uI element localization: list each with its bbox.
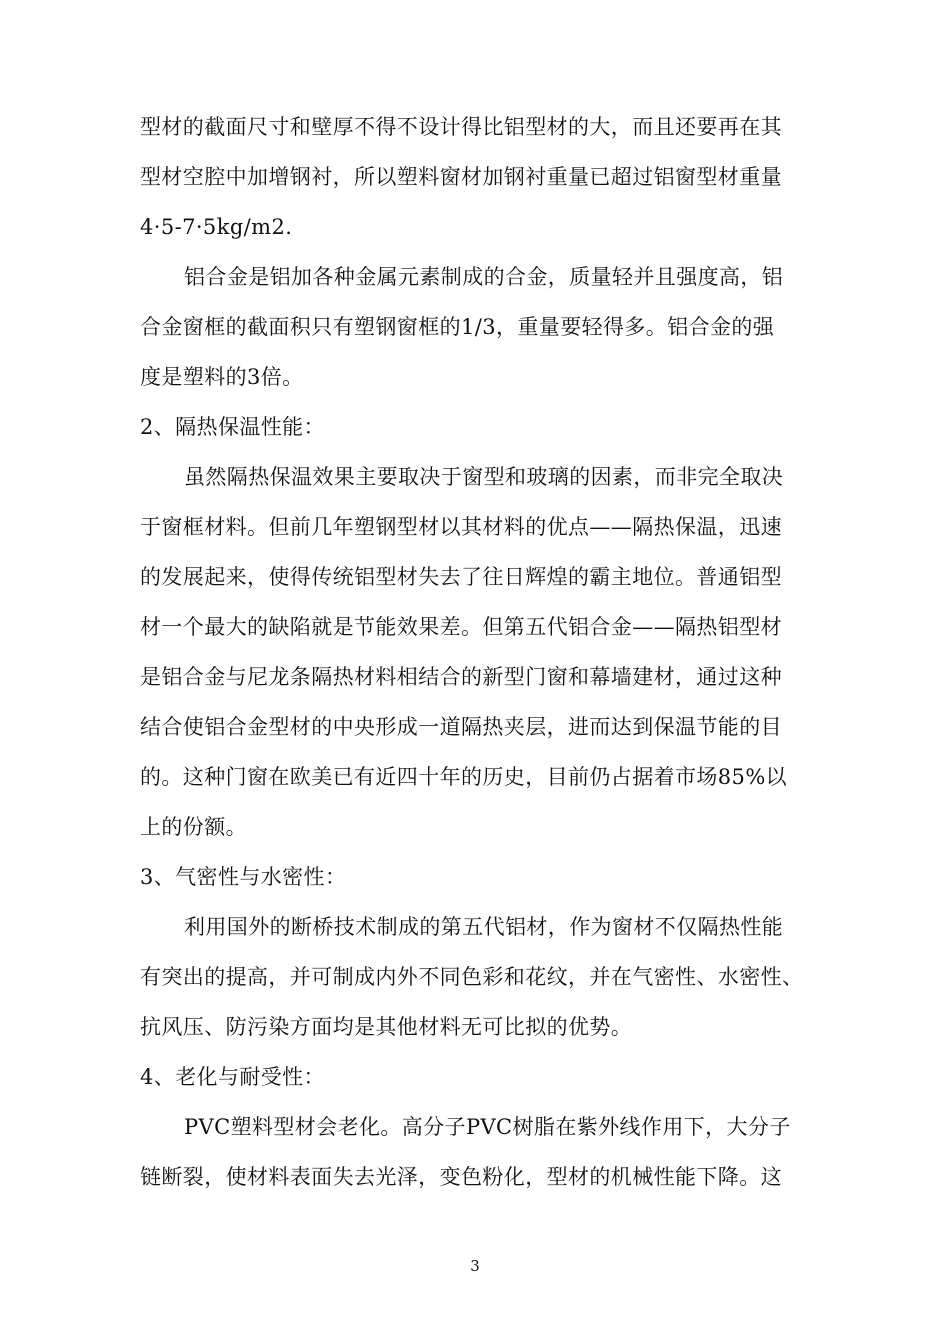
page-number: 3 [470,1257,480,1275]
paragraph-line: 有突出的提高，并可制成内外不同色彩和花纹，并在气密性、水密性、 [140,965,804,989]
paragraph-line: 的。这种门窗在欧美已有近四十年的历史，目前仍占据着市场85%以 [140,765,788,789]
paragraph-line: 度是塑料的3倍。 [140,365,304,389]
paragraph-line: 合金窗框的截面积只有塑钢窗框的1/3，重量要轻得多。铝合金的强 [140,315,775,339]
paragraph-line: 抗风压、防污染方面均是其他材料无可比拟的优势。 [140,1015,633,1039]
paragraph-line: 型材的截面尺寸和壁厚不得不设计得比铝型材的大，而且还要再在其 [140,115,782,139]
paragraph-line: 利用国外的断桥技术制成的第五代铝材，作为窗材不仅隔热性能 [184,915,784,939]
paragraph-line: 链断裂，使材料表面失去光泽，变色粉化，型材的机械性能下降。这 [140,1165,782,1189]
paragraph-line: 是铝合金与尼龙条隔热材料相结合的新型门窗和幕墙建材，通过这种 [140,665,782,689]
section-heading: 3、气密性与水密性： [140,865,347,889]
section-heading: 4、老化与耐受性： [140,1065,325,1089]
document-body [140,102,820,1202]
paragraph-line: 结合使铝合金型材的中央形成一道隔热夹层，进而达到保温节能的目 [140,715,782,739]
paragraph-line: 上的份额。 [140,815,247,839]
paragraph-line: 4·5-7·5kg/m2. [140,215,293,239]
section-heading: 2、隔热保温性能： [140,415,325,439]
paragraph-line: 材一个最大的缺陷就是节能效果差。但第五代铝合金——隔热铝型材 [140,615,782,639]
paragraph-line: 型材空腔中加增钢衬，所以塑料窗材加钢衬重量已超过铝窗型材重量 [140,165,782,189]
paragraph-line: 铝合金是铝加各种金属元素制成的合金，质量轻并且强度高，铝 [184,265,784,289]
paragraph-line: 于窗框材料。但前几年塑钢型材以其材料的优点——隔热保温，迅速 [140,515,782,539]
paragraph-line: 虽然隔热保温效果主要取决于窗型和玻璃的因素，而非完全取决 [184,465,784,489]
paragraph-line: PVC塑料型材会老化。高分子PVC树脂在紫外线作用下，大分子 [184,1115,791,1139]
paragraph-line: 的发展起来，使得传统铝型材失去了往日辉煌的霸主地位。普通铝型 [140,565,782,589]
